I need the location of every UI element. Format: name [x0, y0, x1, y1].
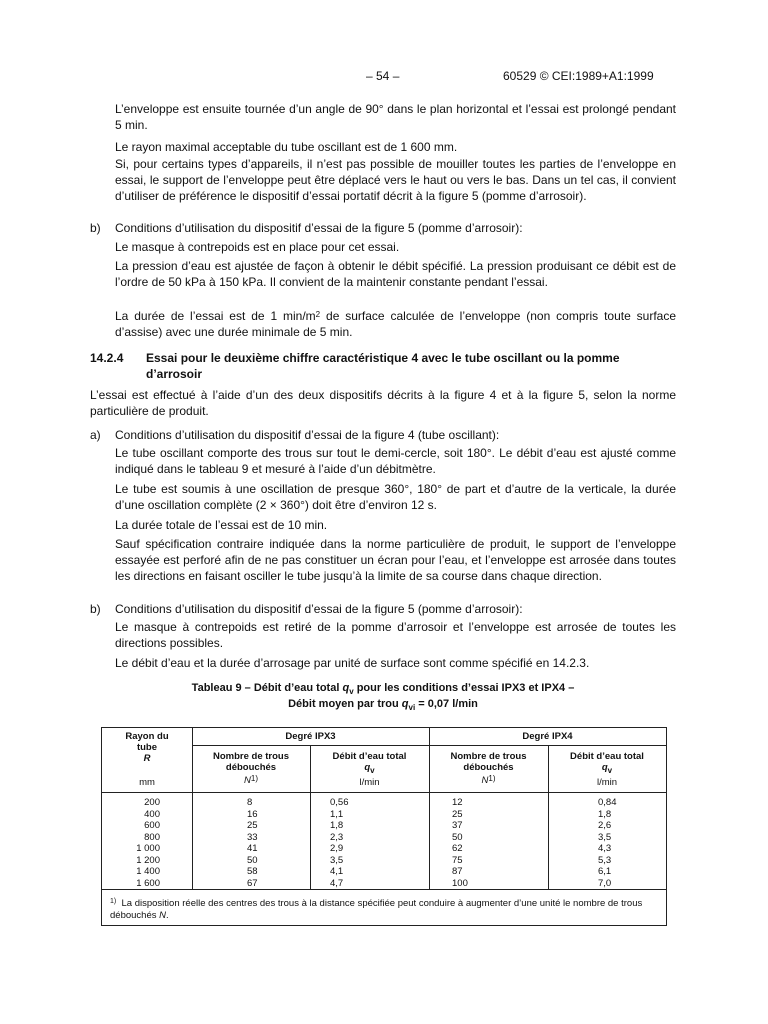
table-cell: 37: [452, 820, 463, 831]
paragraph: Le masque à contrepoids est retiré de la pomme d’arrosoir et l’enveloppe est arrosée de toutes les directions possibles.: [115, 620, 676, 650]
caption-symbol: q: [342, 682, 350, 694]
table-cell: 400: [144, 808, 160, 820]
caption-subscript: vi: [408, 703, 416, 713]
footnote-symbol: N: [159, 910, 166, 921]
subscript: v: [607, 765, 613, 775]
table-cell: 3,5: [598, 831, 612, 843]
table-caption-line: [90, 698, 676, 712]
table-cell: 8: [247, 797, 253, 808]
footnote-ref: 1): [488, 774, 496, 783]
grid-line: [192, 745, 666, 746]
table-cell: 600: [144, 820, 160, 831]
footnote-ref: 1): [250, 774, 258, 783]
table-cell: 5,3: [598, 854, 612, 866]
paragraph: [115, 309, 676, 341]
footnote-text: La disposition réelle des centres des trous à la distance spécifiée peut conduire à augmenter d’une unité le nombre de trous débouchés: [110, 898, 643, 921]
paragraph: Le tube oscillant comporte des trous sur tout le demi-cercle, soit 180°. Le débit d’eau est ajusté comme indiqué dans le tableau 9 et mesuré à l’aide d’un débitmètre.: [115, 446, 676, 476]
column-header: Débit d’eau total: [570, 751, 644, 762]
table-cell: 100: [452, 877, 468, 889]
page-number: – 54 –: [366, 69, 400, 83]
table-cell: 1,1: [330, 808, 344, 820]
table-cell: 200: [144, 797, 160, 808]
paragraph: Le débit d’eau et la durée d’arrosage par unité de surface sont comme spécifié en 14.2.3.: [115, 656, 590, 670]
table-cell: 12: [452, 797, 463, 808]
table-column-radius: [112, 797, 160, 889]
column-unit: l/min: [596, 777, 618, 788]
table-cell: 1 400: [136, 866, 160, 877]
section-number: 14.2.4: [90, 351, 124, 365]
grid-line: [102, 792, 666, 793]
table-cell: 25: [247, 820, 258, 831]
table-cell: 87: [452, 866, 463, 877]
column-header: débouchés: [225, 762, 277, 773]
column-header: débouchés: [463, 762, 514, 773]
symbol: N: [244, 775, 251, 786]
caption-text: = 0,07 l/min: [415, 698, 478, 710]
table-cell: 2,9: [330, 843, 344, 854]
table-cell: 16: [247, 808, 258, 820]
paragraph: Le masque à contrepoids est en place pour cet essai.: [115, 240, 400, 254]
table-column-ipx3-flow: [330, 797, 390, 889]
column-header: Rayon du: [125, 731, 169, 742]
table-column-ipx4-holes: [452, 797, 502, 889]
list-item-title: Conditions d’utilisation du dispositif d’essai de la figure 5 (pomme d’arrosoir):: [115, 221, 523, 235]
paragraph-text: de surface calculée de l’enveloppe (non compris toute surface d’assise) avec une durée minimale de 5 min.: [115, 309, 677, 339]
paragraph: La pression d’eau est ajustée de façon à obtenir le débit spécifié. La pression produisant ce débit est de l’ordre de 50 kPa à 150 kPa. Il convient de la maintenir constante pendant l’essai.: [115, 259, 676, 289]
table-cell: 33: [247, 831, 258, 843]
paragraph: Le tube est soumis à une oscillation de presque 360°, 180° de part et d’autre de la verticale, la durée d’une oscillation complète (2 × 360°) doit être d’environ 12 s.: [115, 482, 676, 512]
caption-subscript: v: [349, 687, 354, 697]
paragraph-text: La durée de l’essai est de 1 min/m: [115, 309, 316, 323]
caption-text: pour les conditions d’essai IPX3 et IPX4 –: [353, 682, 575, 694]
table-cell: 6,1: [598, 866, 612, 877]
column-header: Nombre de trous: [450, 751, 527, 762]
table-cell: 25: [452, 808, 463, 820]
table-cell: 1 000: [136, 843, 160, 854]
column-header: tube: [136, 742, 158, 753]
table-cell: 1,8: [330, 820, 344, 831]
paragraph: L’enveloppe est ensuite tournée d’un angle de 90° dans le plan horizontal et l’essai est prolongé pendant 5 min.: [115, 102, 676, 132]
list-label: a): [90, 428, 101, 442]
paragraph: Si, pour certains types d’appareils, il n’est pas possible de mouiller toutes les parties de l’enveloppe en essai, le support de l’enveloppe peut être déplacé vers le haut ou vers le bas. Dans un tel cas, il convient d’utiliser de préférence le dispositif d’essai portatif décrit à la figure 5 (pomme d’arrosoir).: [115, 157, 676, 203]
footnote-mark: 1): [110, 898, 117, 905]
table-cell: 62: [452, 843, 463, 854]
table-caption-line: [90, 682, 676, 696]
table-cell: 67: [247, 877, 258, 889]
grid-line: [102, 889, 666, 890]
table-column-ipx4-flow: [598, 797, 658, 889]
table-cell: 0,56: [330, 797, 349, 808]
table-cell: 4,3: [598, 843, 612, 854]
list-label: b): [90, 221, 101, 235]
column-header-symbol: R: [143, 753, 151, 764]
table-cell: 800: [144, 831, 160, 843]
column-header-symbol: [429, 775, 548, 787]
superscript: 2: [315, 310, 321, 319]
paragraph: L’essai est effectué à l’aide d’un des deux dispositifs décrits à la figure 4 et à la figure 5, selon la norme particulière de produit.: [90, 388, 676, 418]
table-cell: 4,1: [330, 866, 344, 877]
table-cell: 1,8: [598, 808, 612, 820]
paragraph: La durée totale de l’essai est de 10 min.: [115, 518, 328, 532]
table-footnote: [110, 898, 660, 922]
column-header: Débit d’eau total: [332, 751, 407, 762]
data-table: [101, 727, 667, 926]
table-cell: 0,84: [598, 797, 617, 808]
list-label: b): [90, 602, 101, 616]
table-cell: 1 200: [136, 854, 160, 866]
list-item-title: Conditions d’utilisation du dispositif d’essai de la figure 4 (tube oscillant):: [115, 428, 500, 442]
group-header-ipx4: Degré IPX4: [522, 731, 573, 742]
caption-symbol: q: [401, 698, 409, 710]
symbol: q: [364, 762, 371, 773]
column-unit: mm: [139, 777, 155, 788]
table-cell: 50: [452, 831, 463, 843]
column-header: Nombre de trous: [212, 751, 289, 762]
column-header-symbol: [548, 762, 666, 776]
table-cell: 3,5: [330, 854, 344, 866]
caption-text: Tableau 9 – Débit d’eau total: [191, 682, 343, 694]
document-reference: 60529 © CEI:1989+A1:1999: [503, 69, 654, 83]
column-unit: l/min: [359, 777, 380, 788]
table-column-ipx3-holes: [247, 797, 297, 889]
table-cell: 2,6: [598, 820, 612, 831]
section-title: Essai pour le deuxième chiffre caractéristique 4 avec le tube oscillant ou la pomme d’arrosoir: [146, 351, 620, 381]
paragraph: Le rayon maximal acceptable du tube oscillant est de 1 600 mm.: [115, 140, 458, 154]
paragraph: Sauf spécification contraire indiquée dans la norme particulière de produit, le support de l’enveloppe essayée est perforé afin de ne pas constituer un écran pour l’eau, et l’enveloppe est arrosée dans toutes les directions en faisant osciller le tube jusqu’à la limite de sa course dans chaque direction.: [115, 537, 676, 583]
subscript: v: [370, 765, 375, 775]
footnote-end: .: [166, 910, 169, 921]
table-cell: 75: [452, 854, 463, 866]
column-header-symbol: [310, 762, 429, 776]
table-cell: 7,0: [598, 877, 612, 889]
table-cell: 41: [247, 843, 258, 854]
table-cell: 2,3: [330, 831, 344, 843]
table-cell: 4,7: [330, 877, 344, 889]
group-header-ipx3: Degré IPX3: [285, 731, 336, 742]
caption-text: Débit moyen par trou: [288, 698, 402, 710]
symbol: q: [601, 762, 608, 773]
column-header-symbol: [192, 775, 310, 787]
list-item-title: Conditions d’utilisation du dispositif d’essai de la figure 5 (pomme d’arrosoir):: [115, 602, 523, 616]
table-cell: 50: [247, 854, 258, 866]
table-cell: 1 600: [136, 877, 160, 889]
table-cell: 58: [247, 866, 258, 877]
symbol: N: [481, 775, 489, 786]
